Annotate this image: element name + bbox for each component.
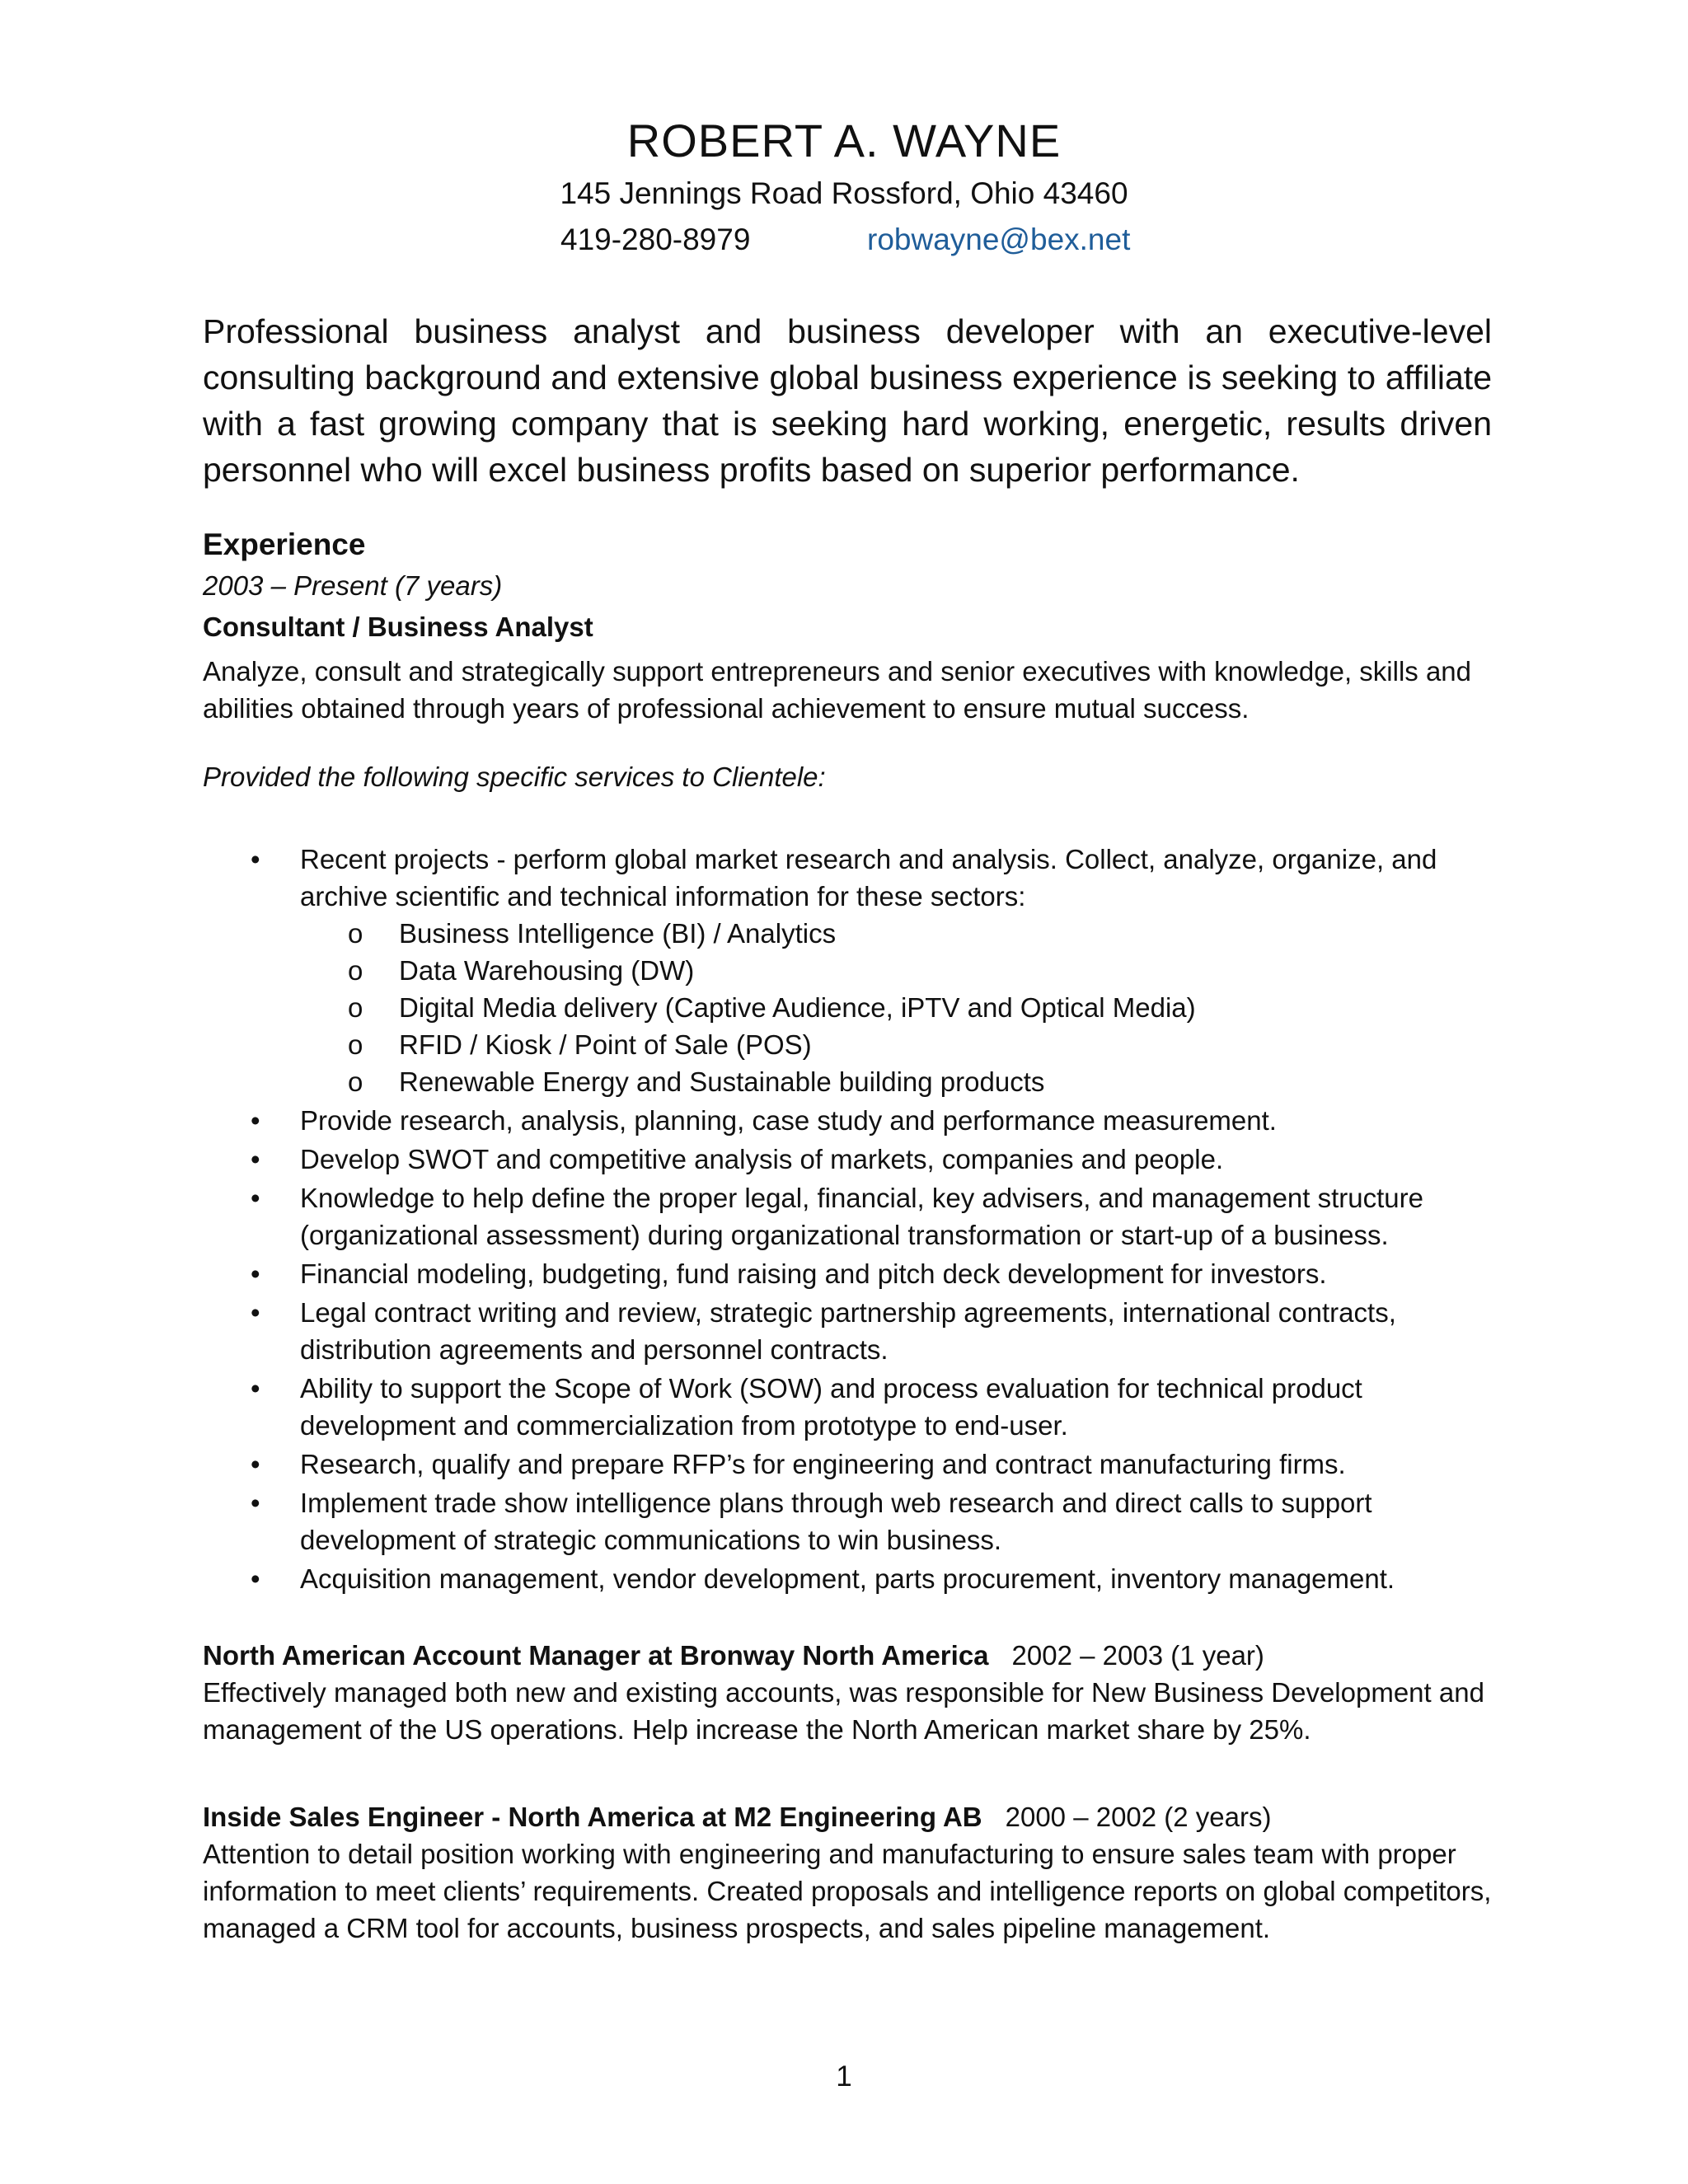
services-intro: Provided the following specific services to Clientele: (203, 762, 826, 792)
bullet-icon: • (251, 1488, 260, 1518)
bullet-text: Develop SWOT and competitive analysis of markets, companies and people. (300, 1144, 1224, 1174)
candidate-name: ROBERT A. WAYNE (626, 115, 1062, 166)
bullet-text: Recent projects - perform global market research and analysis. Collect, analyze, organize, and archive scientific and technical information for these sectors: (300, 844, 1437, 912)
bullet-icon: • (251, 1105, 260, 1136)
sector-text: Renewable Energy and Sustainable building products (399, 1066, 1045, 1097)
list-item (203, 1141, 1505, 1178)
page-number: 1 (836, 2060, 852, 2093)
job-title: North American Account Manager at Bronway North America (203, 1640, 989, 1671)
bullet-icon: • (251, 1373, 260, 1404)
list-item (300, 1063, 1505, 1100)
job-entry-m2-engineering (203, 1798, 1505, 1947)
job-entry-bronway (203, 1637, 1505, 1748)
list-item (300, 989, 1505, 1026)
phone-number: 419-280-8979 (560, 223, 751, 256)
candidate-address: 145 Jennings Road Rossford, Ohio 43460 (560, 176, 1128, 210)
objective-summary: Professional business analyst and business developer with an executive-level consulting background and extensive global business experience is seeking to affiliate with a fast growing company that is seeking hard working, energetic, results driven personnel who will excel business profits based on superior performance. (203, 312, 1492, 489)
bullet-text: Knowledge to help define the proper legal, financial, key advisers, and management structure (organizational assessment) during organizational transformation or start-up of a business. (300, 1183, 1423, 1250)
list-item (300, 915, 1505, 952)
list-item (203, 1255, 1505, 1292)
bullet-text: Provide research, analysis, planning, case study and performance measurement. (300, 1105, 1277, 1136)
bullet-text: Ability to support the Scope of Work (SOW) and process evaluation for technical product development and commercialization from prototype to end-user. (300, 1373, 1362, 1441)
current-job-dates: 2003 – Present (7 years) (203, 570, 503, 601)
list-item (203, 1370, 1505, 1444)
job-description: Attention to detail position working with engineering and manufacturing to ensure sales team with proper information to meet clients’ requirements. Created proposals and intelligence reports on global competitors, managed a CRM tool for accounts, business prospects, and sales pipeline management. (203, 1839, 1492, 1943)
list-item (203, 1179, 1505, 1254)
experience-heading: Experience (203, 527, 366, 561)
job-title: Inside Sales Engineer - North America at M2 Engineering AB (203, 1802, 982, 1832)
bullet-text: Acquisition management, vendor development, parts procurement, inventory management. (300, 1563, 1395, 1594)
job-description: Effectively managed both new and existing accounts, was responsible for New Business Development and management of the US operations. Help increase the North American market share by 25%. (203, 1677, 1484, 1745)
job-dates: 2000 – 2002 (2 years) (1005, 1802, 1272, 1832)
circle-bullet-icon: o (348, 1066, 363, 1097)
list-item (203, 1294, 1505, 1368)
circle-bullet-icon: o (348, 918, 363, 949)
bullet-icon: • (251, 1258, 260, 1289)
list-item (203, 1560, 1505, 1597)
sectors-list (300, 915, 1505, 1100)
bullet-text: Research, qualify and prepare RFP’s for engineering and contract manufacturing firms. (300, 1449, 1346, 1479)
sector-text: Data Warehousing (DW) (399, 955, 695, 986)
list-item (203, 1102, 1505, 1139)
bullet-icon: • (251, 844, 260, 874)
services-list (203, 841, 1505, 1599)
bullet-icon: • (251, 1183, 260, 1213)
job-header (203, 1637, 1505, 1674)
job-header (203, 1798, 1505, 1835)
bullet-icon: • (251, 1297, 260, 1328)
bullet-icon: • (251, 1563, 260, 1594)
bullet-text: Implement trade show intelligence plans through web research and direct calls to support development of strategic communications to win business. (300, 1488, 1372, 1555)
circle-bullet-icon: o (348, 992, 363, 1023)
list-item (203, 841, 1505, 1100)
list-item (203, 1484, 1505, 1558)
sector-text: Digital Media delivery (Captive Audience, iPTV and Optical Media) (399, 992, 1196, 1023)
sector-text: RFID / Kiosk / Point of Sale (POS) (399, 1029, 812, 1060)
circle-bullet-icon: o (348, 955, 363, 986)
sector-text: Business Intelligence (BI) / Analytics (399, 918, 837, 949)
list-item (300, 952, 1505, 989)
bullet-text: Legal contract writing and review, strategic partnership agreements, international contracts, distribution agreements and personnel contracts. (300, 1297, 1396, 1365)
bullet-icon: • (251, 1144, 260, 1174)
current-job-description: Analyze, consult and strategically support entrepreneurs and senior executives with knowledge, skills and abilities obtained through years of professional achievement to ensure mutual success. (203, 656, 1472, 724)
email-link[interactable]: robwayne@bex.net (867, 223, 1131, 256)
job-dates: 2002 – 2003 (1 year) (1011, 1640, 1264, 1671)
current-job-title: Consultant / Business Analyst (203, 612, 593, 642)
list-item (203, 1446, 1505, 1483)
bullet-icon: • (251, 1449, 260, 1479)
circle-bullet-icon: o (348, 1029, 363, 1060)
list-item (300, 1026, 1505, 1063)
bullet-text: Financial modeling, budgeting, fund raising and pitch deck development for investors. (300, 1258, 1327, 1289)
